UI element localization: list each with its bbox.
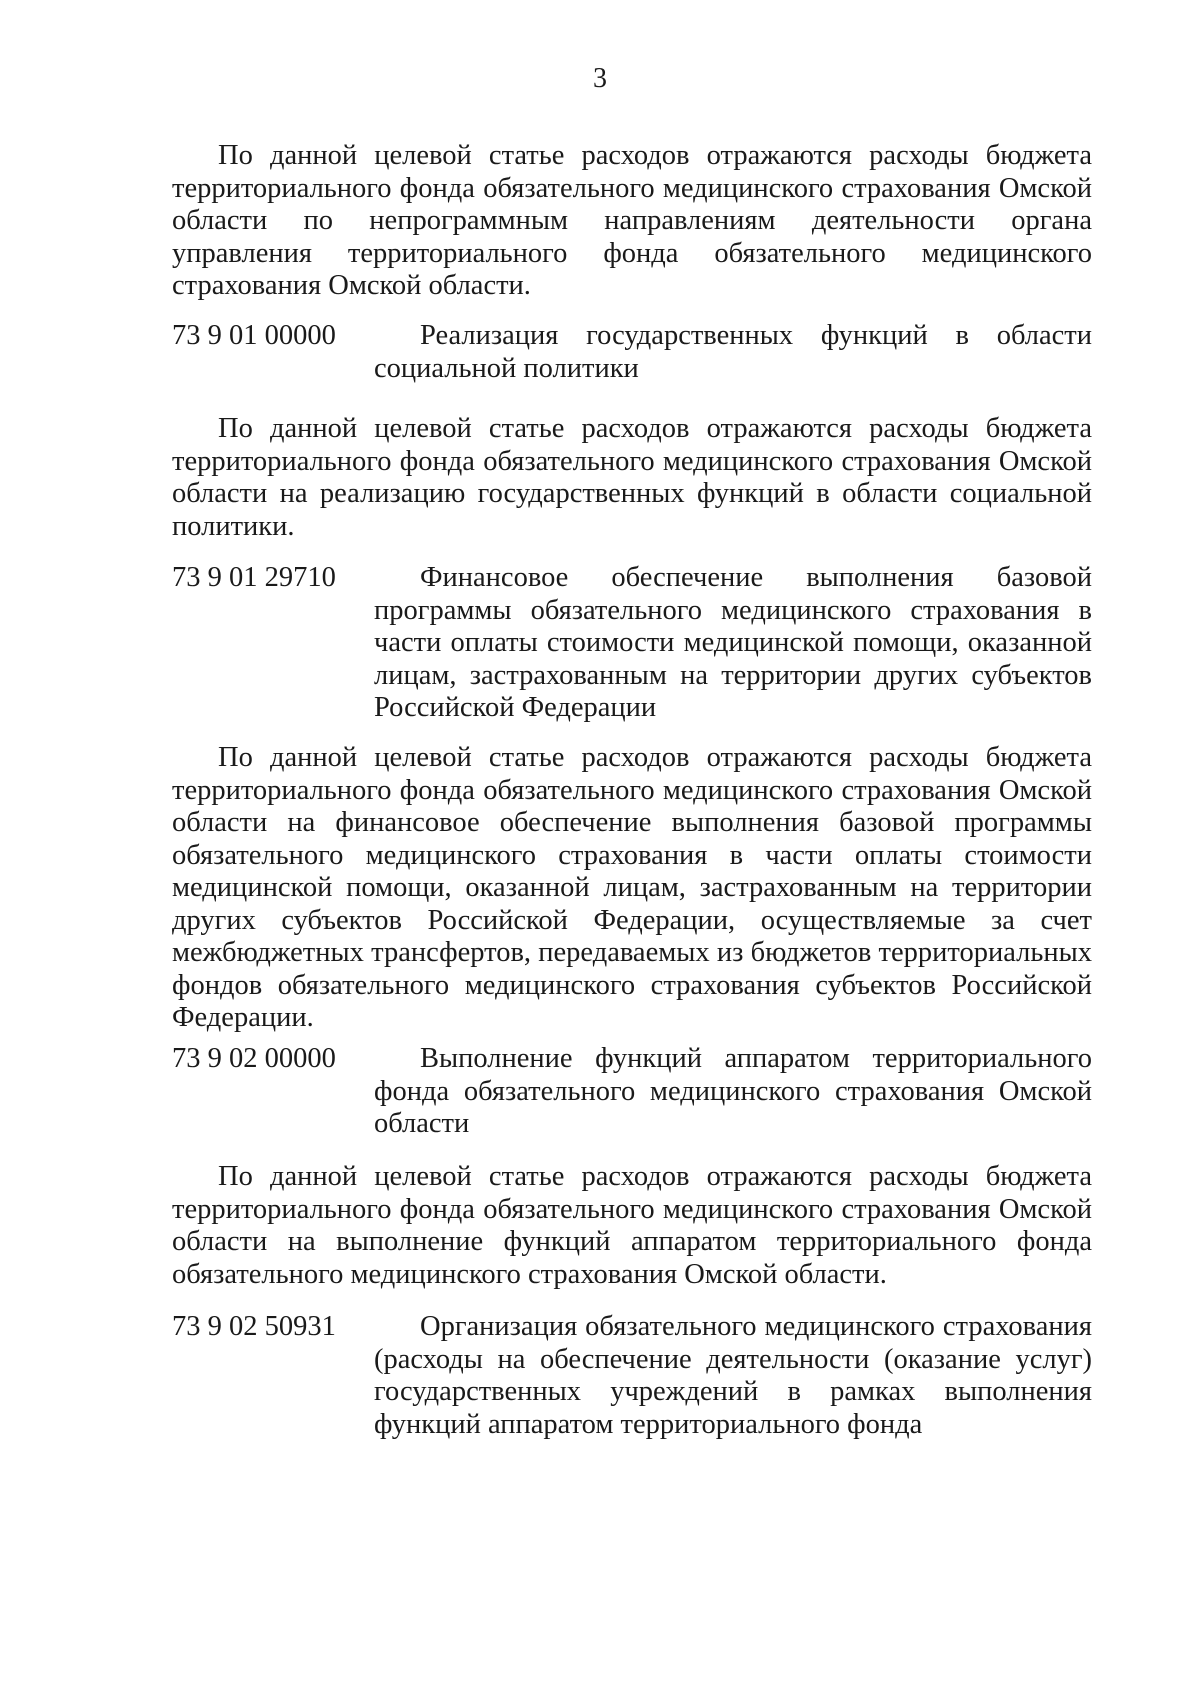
paragraph-1: По данной целевой статье расходов отражаются расходы бюджета территориального фонда обязательного медицинского страхования Омской области по непрограммным направлениям деятельности органа управления территориального фонда обязательного медицинского страхования Омской области. [172,140,1092,301]
entry-title: Реализация государственных функций в области социальной политики [374,320,1092,384]
entry-code: 73 9 01 29710 [172,562,336,593]
paragraph-4: По данной целевой статье расходов отражаются расходы бюджета территориального фонда обязательного медицинского страхования Омской области на выполнение функций аппаратом территориального фонда обязательного медицинского страхования Омской области. [172,1161,1092,1290]
entry-code: 73 9 02 50931 [172,1311,336,1342]
entry-title: Финансовое обеспечение выполнения базовой программы обязательного медицинского страхования в части оплаты стоимости медицинской помощи, оказанной лицам, застрахованным на территории других субъектов Российской Федерации [374,562,1092,723]
paragraph-3: По данной целевой статье расходов отражаются расходы бюджета территориального фонда обязательного медицинского страхования Омской области на финансовое обеспечение выполнения базовой программы обязательного медицинского страхования в части оплаты стоимости медицинской помощи, оказанной лицам, застрахованным на территории других субъектов Российской Федерации, осуществляемые за счет межбюджетных трансфертов, передаваемых из бюджетов территориальных фондов обязательного медицинского страхования субъектов Российской Федерации. [172,742,1092,1033]
entry-title: Организация обязательного медицинского страхования (расходы на обеспечение деятельности (оказание услуг) государственных учреждений в рамках выполнения функций аппаратом территориального фонда [374,1311,1092,1440]
entry-code: 73 9 02 00000 [172,1043,336,1074]
entry-code: 73 9 01 00000 [172,320,336,351]
page-number: 3 [593,63,607,94]
paragraph-2: По данной целевой статье расходов отражаются расходы бюджета территориального фонда обязательного медицинского страхования Омской области на реализацию государственных функций в области социальной политики. [172,413,1092,542]
entry-title: Выполнение функций аппаратом территориального фонда обязательного медицинского страхования Омской области [374,1043,1092,1139]
